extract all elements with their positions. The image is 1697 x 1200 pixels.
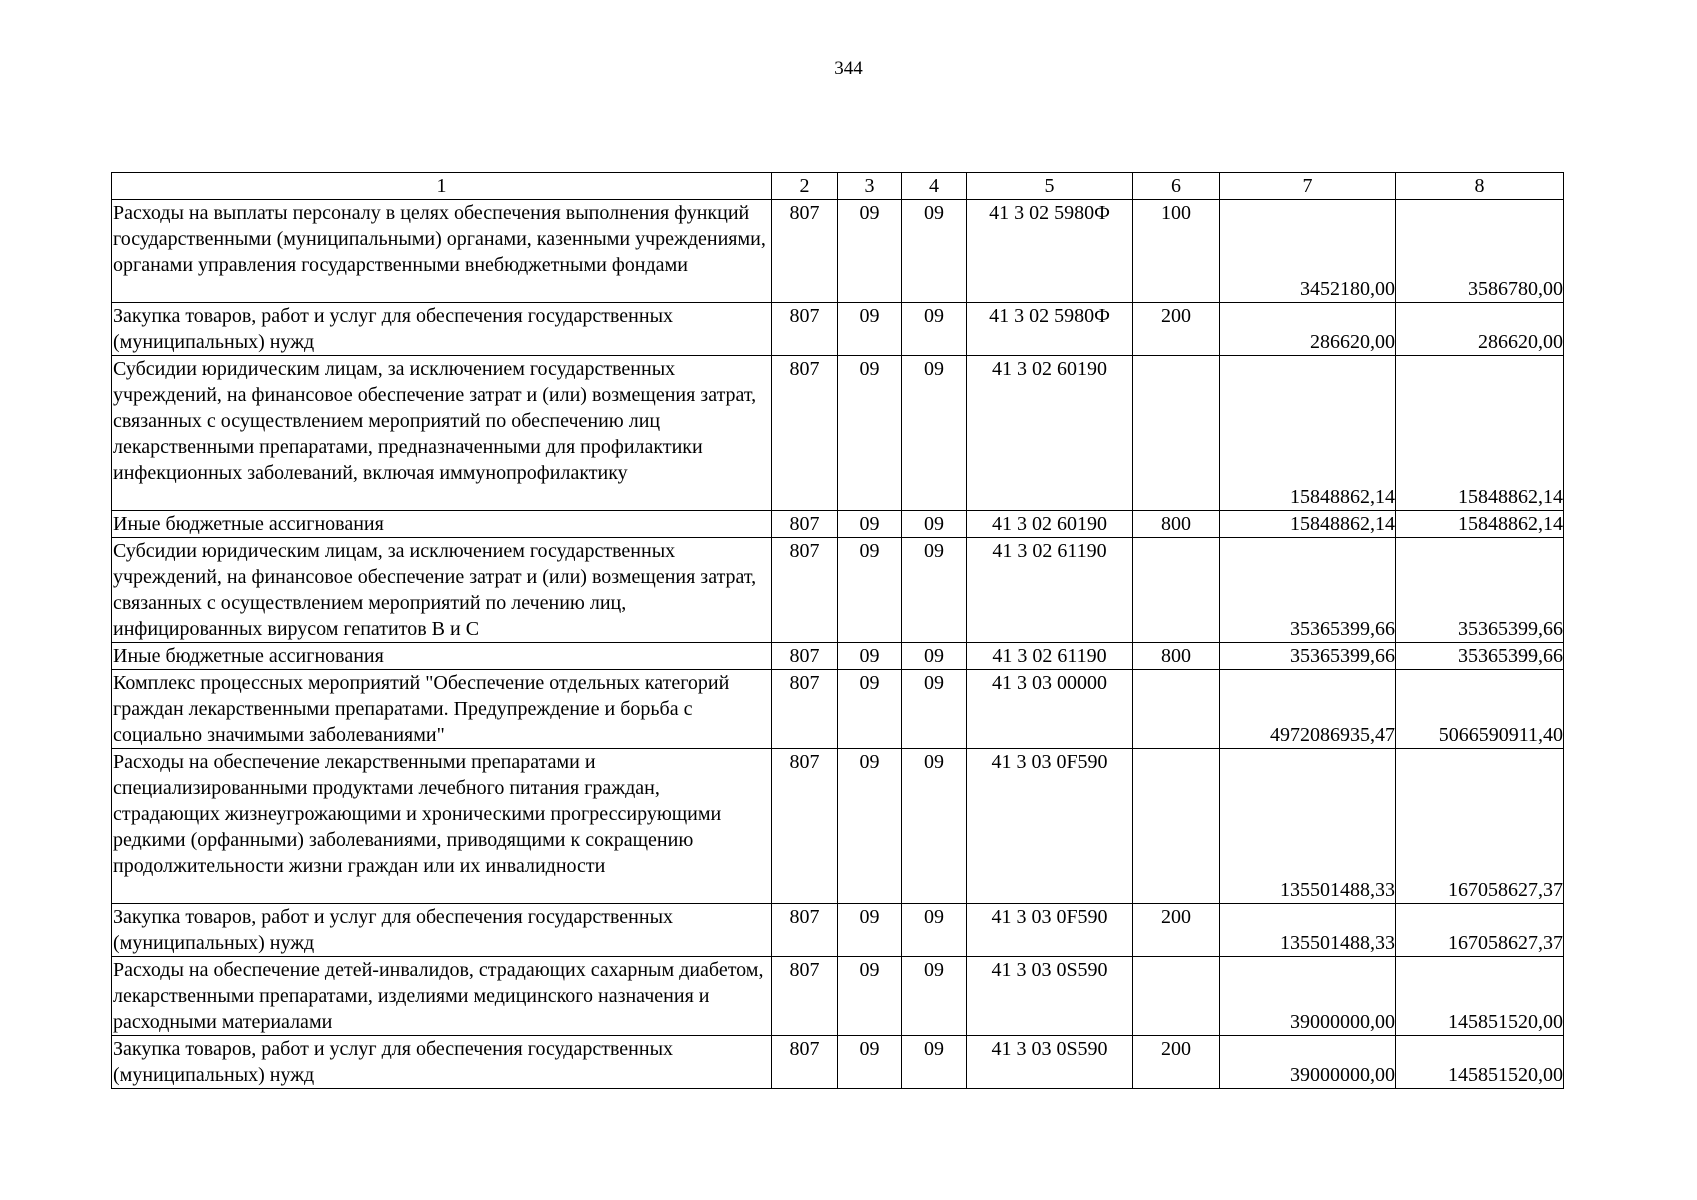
- expense-name-cell: Расходы на выплаты персоналу в целях обеспечения выполнения функций государственными (муниципальными) органами, казенными учреждениями, органами управления государственными внебюджетными фондами: [112, 200, 772, 303]
- column-header: 5: [967, 173, 1133, 200]
- ministry-code-cell: 807: [772, 904, 838, 957]
- expense-type-cell: [1133, 749, 1220, 904]
- expense-type-cell: 100: [1133, 200, 1220, 303]
- target-article-cell: 41 3 02 5980Ф: [967, 200, 1133, 303]
- subsection-code-cell: 09: [902, 1036, 967, 1089]
- expense-name-cell: Расходы на обеспечение лекарственными препаратами и специализированными продуктами лечебного питания граждан, страдающих жизнеугрожающими и хроническими прогрессирующими редкими (орфанными) заболеваниями, приводящими к сокращению продолжительности жизни граждан или их инвалидности: [112, 749, 772, 904]
- amount-year2-cell: 145851520,00: [1396, 1036, 1564, 1089]
- section-code-cell: 09: [838, 303, 902, 356]
- subsection-code-cell: 09: [902, 303, 967, 356]
- section-code-cell: 09: [838, 200, 902, 303]
- subsection-code-cell: 09: [902, 670, 967, 749]
- expense-name-cell: Иные бюджетные ассигнования: [112, 643, 772, 670]
- ministry-code-cell: 807: [772, 670, 838, 749]
- section-code-cell: 09: [838, 749, 902, 904]
- expense-type-cell: [1133, 957, 1220, 1036]
- subsection-code-cell: 09: [902, 957, 967, 1036]
- table-row: [112, 957, 1564, 1036]
- amount-year2-cell: 15848862,14: [1396, 511, 1564, 538]
- expense-type-cell: [1133, 670, 1220, 749]
- amount-year2-cell: 35365399,66: [1396, 643, 1564, 670]
- expense-name-cell: Иные бюджетные ассигнования: [112, 511, 772, 538]
- expense-type-cell: 800: [1133, 511, 1220, 538]
- expense-name-cell: Субсидии юридическим лицам, за исключением государственных учреждений, на финансовое обеспечение затрат и (или) возмещения затрат, связанных с осуществлением мероприятий по обеспечению лиц лекарственными препаратами, предназначенными для профилактики инфекционных заболеваний, включая иммунопрофилактику: [112, 356, 772, 511]
- target-article-cell: 41 3 03 0S590: [967, 1036, 1133, 1089]
- amount-year2-cell: 35365399,66: [1396, 538, 1564, 643]
- subsection-code-cell: 09: [902, 356, 967, 511]
- amount-year1-cell: 15848862,14: [1220, 356, 1396, 511]
- section-code-cell: 09: [838, 643, 902, 670]
- table-row: [112, 749, 1564, 904]
- amount-year2-cell: 167058627,37: [1396, 904, 1564, 957]
- target-article-cell: 41 3 02 60190: [967, 511, 1133, 538]
- subsection-code-cell: 09: [902, 904, 967, 957]
- column-header: 1: [112, 173, 772, 200]
- amount-year1-cell: 135501488,33: [1220, 749, 1396, 904]
- ministry-code-cell: 807: [772, 303, 838, 356]
- column-header: 8: [1396, 173, 1564, 200]
- amount-year1-cell: 35365399,66: [1220, 643, 1396, 670]
- amount-year1-cell: 135501488,33: [1220, 904, 1396, 957]
- subsection-code-cell: 09: [902, 511, 967, 538]
- column-header: 6: [1133, 173, 1220, 200]
- amount-year1-cell: 286620,00: [1220, 303, 1396, 356]
- amount-year1-cell: 39000000,00: [1220, 1036, 1396, 1089]
- subsection-code-cell: 09: [902, 643, 967, 670]
- table-row: [112, 904, 1564, 957]
- expense-type-cell: 200: [1133, 1036, 1220, 1089]
- section-code-cell: 09: [838, 957, 902, 1036]
- target-article-cell: 41 3 03 0F590: [967, 749, 1133, 904]
- expense-name-cell: Закупка товаров, работ и услуг для обеспечения государственных (муниципальных) нужд: [112, 1036, 772, 1089]
- amount-year2-cell: 5066590911,40: [1396, 670, 1564, 749]
- ministry-code-cell: 807: [772, 1036, 838, 1089]
- table-header-row: [112, 173, 1564, 200]
- amount-year1-cell: 39000000,00: [1220, 957, 1396, 1036]
- expense-type-cell: 200: [1133, 904, 1220, 957]
- ministry-code-cell: 807: [772, 957, 838, 1036]
- section-code-cell: 09: [838, 511, 902, 538]
- target-article-cell: 41 3 03 0F590: [967, 904, 1133, 957]
- expense-type-cell: 200: [1133, 303, 1220, 356]
- expense-name-cell: Расходы на обеспечение детей-инвалидов, страдающих сахарным диабетом, лекарственными препаратами, изделиями медицинского назначения и расходными материалами: [112, 957, 772, 1036]
- expense-type-cell: [1133, 538, 1220, 643]
- ministry-code-cell: 807: [772, 643, 838, 670]
- section-code-cell: 09: [838, 904, 902, 957]
- subsection-code-cell: 09: [902, 749, 967, 904]
- table-row: [112, 670, 1564, 749]
- column-header: 3: [838, 173, 902, 200]
- amount-year2-cell: 167058627,37: [1396, 749, 1564, 904]
- table-row: [112, 303, 1564, 356]
- section-code-cell: 09: [838, 1036, 902, 1089]
- subsection-code-cell: 09: [902, 538, 967, 643]
- section-code-cell: 09: [838, 356, 902, 511]
- table-row: [112, 511, 1564, 538]
- expense-type-cell: 800: [1133, 643, 1220, 670]
- section-code-cell: 09: [838, 538, 902, 643]
- amount-year1-cell: 15848862,14: [1220, 511, 1396, 538]
- ministry-code-cell: 807: [772, 200, 838, 303]
- column-header: 7: [1220, 173, 1396, 200]
- target-article-cell: 41 3 02 61190: [967, 643, 1133, 670]
- expense-name-cell: Закупка товаров, работ и услуг для обеспечения государственных (муниципальных) нужд: [112, 303, 772, 356]
- table-row: [112, 538, 1564, 643]
- amount-year1-cell: 3452180,00: [1220, 200, 1396, 303]
- ministry-code-cell: 807: [772, 538, 838, 643]
- target-article-cell: 41 3 02 5980Ф: [967, 303, 1133, 356]
- amount-year2-cell: 286620,00: [1396, 303, 1564, 356]
- ministry-code-cell: 807: [772, 356, 838, 511]
- page-number: 344: [834, 58, 863, 79]
- expense-type-cell: [1133, 356, 1220, 511]
- ministry-code-cell: 807: [772, 511, 838, 538]
- expense-name-cell: Комплекс процессных мероприятий "Обеспечение отдельных категорий граждан лекарственными препаратами. Предупреждение и борьба с социально значимыми заболеваниями": [112, 670, 772, 749]
- ministry-code-cell: 807: [772, 749, 838, 904]
- amount-year1-cell: 4972086935,47: [1220, 670, 1396, 749]
- amount-year2-cell: 15848862,14: [1396, 356, 1564, 511]
- amount-year2-cell: 145851520,00: [1396, 957, 1564, 1036]
- target-article-cell: 41 3 03 00000: [967, 670, 1133, 749]
- target-article-cell: 41 3 03 0S590: [967, 957, 1133, 1036]
- table-row: [112, 1036, 1564, 1089]
- target-article-cell: 41 3 02 60190: [967, 356, 1133, 511]
- budget-table: [111, 172, 1564, 1089]
- expense-name-cell: Закупка товаров, работ и услуг для обеспечения государственных (муниципальных) нужд: [112, 904, 772, 957]
- section-code-cell: 09: [838, 670, 902, 749]
- table-row: [112, 643, 1564, 670]
- expense-name-cell: Субсидии юридическим лицам, за исключением государственных учреждений, на финансовое обеспечение затрат и (или) возмещения затрат, связанных с осуществлением мероприятий по лечению лиц, инфицированных вирусом гепатитов В и С: [112, 538, 772, 643]
- amount-year1-cell: 35365399,66: [1220, 538, 1396, 643]
- target-article-cell: 41 3 02 61190: [967, 538, 1133, 643]
- column-header: 4: [902, 173, 967, 200]
- column-header: 2: [772, 173, 838, 200]
- table-row: [112, 200, 1564, 303]
- subsection-code-cell: 09: [902, 200, 967, 303]
- amount-year2-cell: 3586780,00: [1396, 200, 1564, 303]
- table-row: [112, 356, 1564, 511]
